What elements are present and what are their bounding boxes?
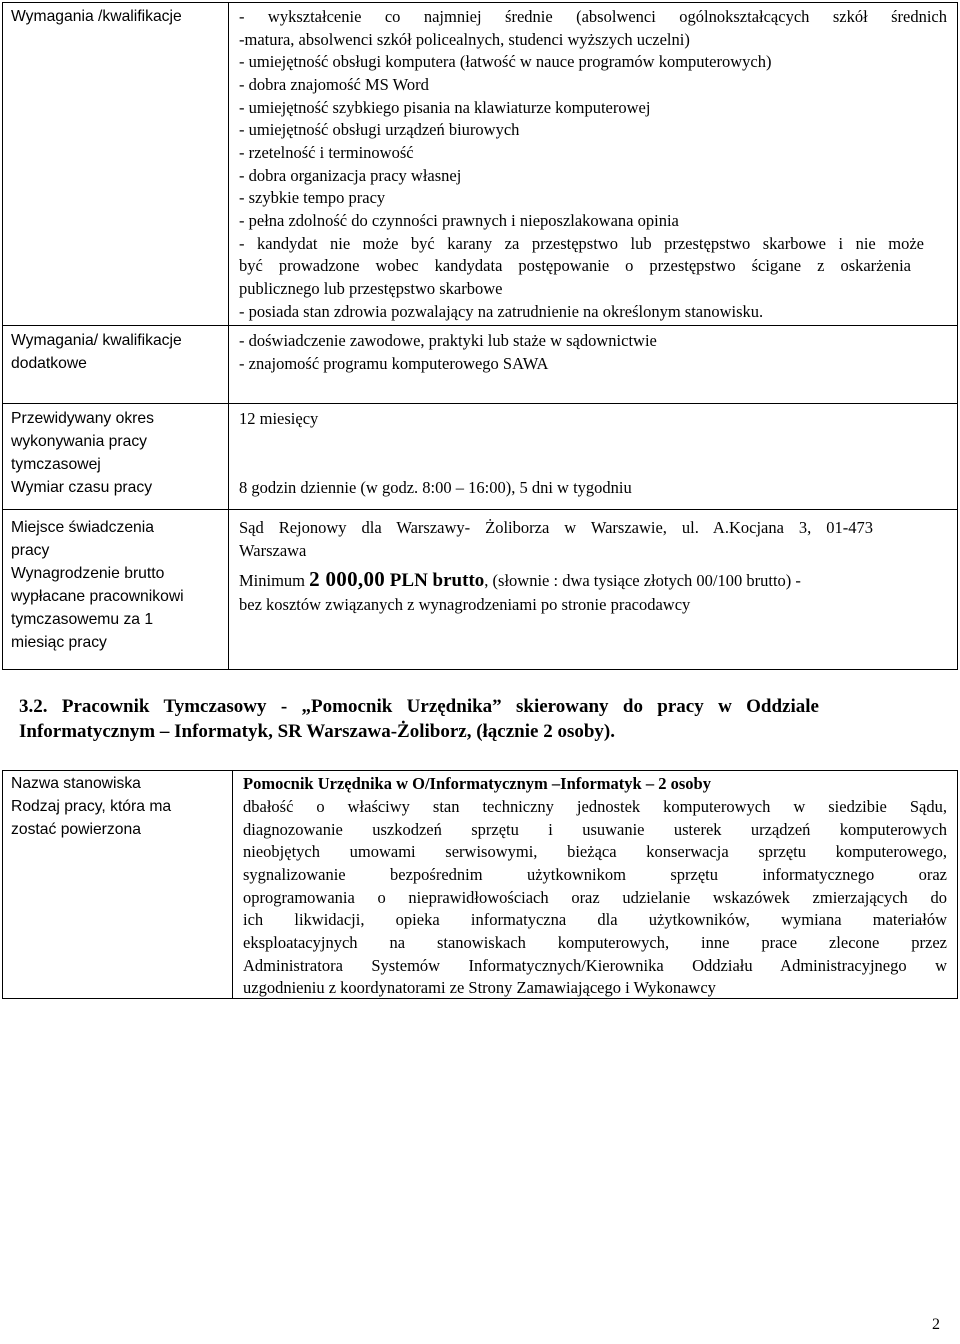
work-description-line: diagnozowanie uszkodzeń sprzętu i usuwanie usterek urządzeń komputerowych bbox=[243, 820, 947, 839]
work-description-line: ich likwidacji, opieka informatyczna dla użytkowników, wymiana materiałów bbox=[243, 910, 947, 929]
requirement-item: - umiejętność obsługi komputera (łatwość w nauce programów komputerowych) bbox=[239, 52, 772, 71]
requirement-item: - umiejętność szybkiego pisania na klawiaturze komputerowej bbox=[239, 98, 651, 117]
table2-left-border bbox=[2, 770, 3, 998]
section-heading: 3.2. Pracownik Tymczasowy - „Pomocnik Urzędnika” skierowany do pracy w Oddziale bbox=[19, 696, 819, 717]
requirement-item: -matura, absolwenci szkół policealnych, studenci wyższych uczelni) bbox=[239, 30, 690, 49]
salary-currency: PLN brutto bbox=[385, 570, 485, 591]
table1-right-border bbox=[957, 2, 958, 669]
work-description-line: nieobjętych umowami serwisowymi, bieżąca konserwacja sprzętu komputerowego, bbox=[243, 842, 947, 861]
table2-right-border bbox=[957, 770, 958, 998]
requirement-item: - dobra znajomość MS Word bbox=[239, 75, 429, 94]
additional-requirement-item: - znajomość programu komputerowego SAWA bbox=[239, 354, 549, 373]
work-description-line: uzgodnieniu z koordynatorami ze Strony Zamawiającego i Wykonawcy bbox=[243, 978, 716, 997]
label-place: Miejsce świadczenia bbox=[11, 519, 154, 536]
requirement-item: - szybkie tempo pracy bbox=[239, 188, 386, 207]
requirement-item: być prowadzone wobec kandydata postępowanie o przestępstwo ścigane z oskarżenia bbox=[239, 256, 911, 275]
table1-top-border bbox=[2, 2, 958, 3]
requirement-item: - pełna zdolność do czynności prawnych i nieposzlakowana opinia bbox=[239, 211, 679, 230]
label-place: pracy bbox=[11, 542, 50, 559]
page-number: 2 bbox=[932, 1316, 940, 1333]
table2-top-border bbox=[2, 770, 958, 771]
table1-row-divider bbox=[2, 325, 958, 326]
salary-amount: 2 000,00 bbox=[309, 567, 386, 591]
salary-value: bez kosztów związanych z wynagrodzeniami po stronie pracodawcy bbox=[239, 595, 691, 614]
position-value: Pomocnik Urzędnika w O/Informatycznym –Informatyk – 2 osoby bbox=[243, 774, 711, 793]
label-period: wykonywania pracy bbox=[11, 433, 148, 450]
hours-value: 8 godzin dziennie (w godz. 8:00 – 16:00), 5 dni w tygodniu bbox=[239, 478, 632, 497]
period-value: 12 miesięcy bbox=[239, 409, 319, 428]
label-additional-requirements: dodatkowe bbox=[11, 355, 87, 372]
salary-prefix: Minimum bbox=[239, 571, 310, 590]
label-salary: tymczasowemu za 1 bbox=[11, 611, 154, 628]
table1-row-divider bbox=[2, 403, 958, 404]
label-position: Nazwa stanowiska bbox=[11, 775, 141, 792]
label-additional-requirements: Wymagania/ kwalifikacje bbox=[11, 332, 182, 349]
salary-value bbox=[239, 568, 801, 593]
requirement-item: - wykształcenie co najmniej średnie (absolwenci ogólnokształcących szkół średnich bbox=[239, 7, 947, 26]
requirement-item: publicznego lub przestępstwo skarbowe bbox=[239, 279, 503, 298]
salary-suffix: , (słownie : dwa tysiące złotych 00/100 brutto) - bbox=[484, 571, 801, 590]
table1-mid-border bbox=[228, 2, 229, 669]
table2-mid-border bbox=[232, 770, 233, 998]
requirement-item: - dobra organizacja pracy własnej bbox=[239, 166, 462, 185]
label-period: tymczasowej bbox=[11, 456, 101, 473]
requirement-item: - rzetelność i terminowość bbox=[239, 143, 414, 162]
additional-requirement-item: - doświadczenie zawodowe, praktyki lub staże w sądownictwie bbox=[239, 331, 657, 350]
work-description-line: dbałość o właściwy stan techniczny jednostek komputerowych w siedzibie Sądu, bbox=[243, 797, 947, 816]
section-heading: Informatycznym – Informatyk, SR Warszawa-Żoliborz, (łącznie 2 osoby). bbox=[19, 721, 615, 742]
place-value: Sąd Rejonowy dla Warszawy- Żoliborza w Warszawie, ul. A.Kocjana 3, 01-473 bbox=[239, 518, 873, 537]
label-period: Przewidywany okres bbox=[11, 410, 154, 427]
table1-bottom-border bbox=[2, 669, 958, 670]
label-salary: miesiąc pracy bbox=[11, 634, 107, 651]
work-description-line: sygnalizowanie bezpośrednim użytkownikom sprzętu informatycznego oraz bbox=[243, 865, 947, 884]
label-requirements: Wymagania /kwalifikacje bbox=[11, 8, 182, 25]
work-description-line: Administratora Systemów Informatycznych/Kierownika Oddziału Administracyjnego w bbox=[243, 956, 947, 975]
label-hours: Wymiar czasu pracy bbox=[11, 479, 153, 496]
work-description-line: eksploatacyjnych na stanowiskach komputerowych, inne prace zlecone przez bbox=[243, 933, 947, 952]
label-work-type: Rodzaj pracy, która ma bbox=[11, 798, 172, 815]
work-description-line: oprogramowania o nieprawidłowościach oraz udzielanie wskazówek zmierzających do bbox=[243, 888, 947, 907]
label-work-type: zostać powierzona bbox=[11, 821, 141, 838]
requirement-item: - kandydat nie może być karany za przestępstwo lub przestępstwo skarbowe i nie może bbox=[239, 234, 924, 253]
requirement-item: - posiada stan zdrowia pozwalający na zatrudnienie na określonym stanowisku. bbox=[239, 302, 764, 321]
place-value: Warszawa bbox=[239, 541, 307, 560]
label-salary: wypłacane pracownikowi bbox=[11, 588, 184, 605]
requirement-item: - umiejętność obsługi urządzeń biurowych bbox=[239, 120, 520, 139]
table1-row-divider bbox=[2, 509, 958, 510]
table1-left-border bbox=[2, 2, 3, 669]
label-salary: Wynagrodzenie brutto bbox=[11, 565, 165, 582]
